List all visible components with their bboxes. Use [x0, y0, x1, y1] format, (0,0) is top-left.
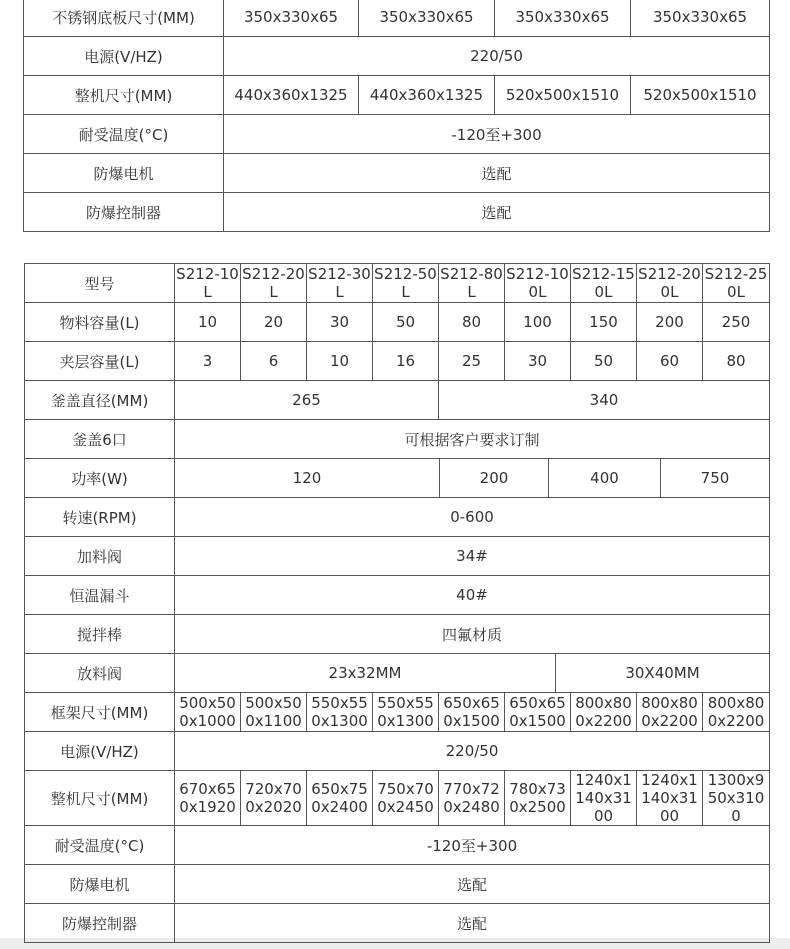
- cell: 770x720x2480: [439, 771, 505, 826]
- row-label: 夹层容量(L): [25, 342, 175, 381]
- table-row: [25, 303, 770, 342]
- cell: 0-600: [175, 498, 770, 537]
- row-label: 功率(W): [25, 459, 175, 498]
- cell: 100: [505, 303, 571, 342]
- row-label: 釜盖6口: [25, 420, 175, 459]
- cell: 550x550x1300: [307, 693, 373, 732]
- cell: 10: [175, 303, 241, 342]
- spec-table-top: [23, 0, 770, 232]
- row-label: 防爆电机: [25, 865, 175, 904]
- table-row: [25, 342, 770, 381]
- cell: 550x550x1300: [373, 693, 439, 732]
- cell: 1240x1140x3100: [571, 771, 637, 826]
- cell: 520x500x1510: [631, 76, 770, 115]
- cell: 650x650x1500: [505, 693, 571, 732]
- discharge-cells: [175, 654, 770, 693]
- cell: 10: [307, 342, 373, 381]
- cell: 选配: [224, 193, 770, 232]
- cell: 四氟材质: [175, 615, 770, 654]
- table-row: [25, 826, 770, 865]
- cell: 780x730x2500: [505, 771, 571, 826]
- table-row: [25, 420, 770, 459]
- cell: 60: [637, 342, 703, 381]
- cell: 选配: [224, 154, 770, 193]
- cell: 250: [703, 303, 770, 342]
- row-label: 加料阀: [25, 537, 175, 576]
- cell: 500x500x1000: [175, 693, 241, 732]
- row-label: 不锈钢底板尺寸(MM): [24, 0, 224, 37]
- model-cell: S212-100L: [506, 265, 569, 301]
- cell: 30: [505, 342, 571, 381]
- cell: 800x800x2200: [571, 693, 637, 732]
- cell: 20: [241, 303, 307, 342]
- row-label: 放料阀: [25, 654, 175, 693]
- cell: 200: [637, 303, 703, 342]
- row-label: 整机尺寸(MM): [24, 76, 224, 115]
- cell: 6: [241, 342, 307, 381]
- row-label: 防爆电机: [24, 154, 224, 193]
- table-row: [25, 904, 770, 943]
- row-label: 整机尺寸(MM): [25, 771, 175, 826]
- model-cell: S212-150L: [572, 265, 635, 301]
- table-row: [24, 76, 770, 115]
- cell: 30X40MM: [625, 664, 700, 682]
- table-row: [24, 193, 770, 232]
- model-cell: S212-20L: [242, 265, 305, 301]
- cell: 25: [439, 342, 505, 381]
- table-row: [24, 115, 770, 154]
- cell: 16: [373, 342, 439, 381]
- cell: 440x360x1325: [224, 76, 359, 115]
- power-cells: [175, 459, 770, 498]
- row-label: 型号: [25, 264, 175, 303]
- table-row: [24, 0, 770, 37]
- cell: 350x330x65: [359, 0, 495, 37]
- model-cell: S212-30L: [308, 265, 371, 301]
- model-cell: S212-200L: [638, 265, 701, 301]
- cell: 34#: [175, 537, 770, 576]
- cell: 80: [439, 303, 505, 342]
- cell: 500x500x1100: [241, 693, 307, 732]
- row-label: 耐受温度(°C): [25, 826, 175, 865]
- cell: 800x800x2200: [703, 693, 770, 732]
- table-row: [25, 865, 770, 904]
- cell: -120至+300: [175, 826, 770, 865]
- table-row: [25, 732, 770, 771]
- cell: 350x330x65: [495, 0, 631, 37]
- model-cell: S212-250L: [703, 264, 770, 303]
- cell: 440x360x1325: [359, 76, 495, 115]
- cell: 220/50: [175, 732, 770, 771]
- cell: 40#: [175, 576, 770, 615]
- cell: 选配: [175, 904, 770, 943]
- table-row-power: [25, 459, 770, 498]
- cell: 1240x1140x3100: [637, 771, 703, 826]
- cell: 30: [307, 303, 373, 342]
- table-row: [25, 381, 770, 420]
- row-label: 框架尺寸(MM): [25, 693, 175, 732]
- cell: 720x700x2020: [241, 771, 307, 826]
- table-row: [24, 37, 770, 76]
- cell: 120: [175, 459, 440, 497]
- row-label: 防爆控制器: [24, 193, 224, 232]
- cell: 750: [700, 469, 730, 487]
- row-label: 转速(RPM): [25, 498, 175, 537]
- row-label: 釜盖直径(MM): [25, 381, 175, 420]
- cell: 520x500x1510: [495, 76, 631, 115]
- table-row-model: [25, 264, 770, 303]
- cell: 750x700x2450: [373, 771, 439, 826]
- spec-table-models: [24, 263, 770, 943]
- table-row: [25, 576, 770, 615]
- cell: 340: [439, 381, 770, 420]
- cell: 350x330x65: [224, 0, 359, 37]
- cell: 3: [175, 342, 241, 381]
- table-row: [25, 693, 770, 732]
- cell: 50: [571, 342, 637, 381]
- cell: 选配: [175, 865, 770, 904]
- row-label: 搅拌棒: [25, 615, 175, 654]
- cell: 650x750x2400: [307, 771, 373, 826]
- cell: 1300x950x3100: [703, 771, 770, 826]
- cell: 200: [440, 459, 549, 497]
- row-label: 耐受温度(°C): [24, 115, 224, 154]
- table-row: [25, 771, 770, 826]
- cell: 670x650x1920: [175, 771, 241, 826]
- cell: 80: [703, 342, 770, 381]
- model-cell: S212-10L: [176, 265, 239, 301]
- cell: -120至+300: [224, 115, 770, 154]
- table-row: [25, 615, 770, 654]
- cell: 可根据客户要求订制: [175, 420, 770, 459]
- row-label: 电源(V/HZ): [24, 37, 224, 76]
- cell: 150: [571, 303, 637, 342]
- cell: 23x32MM: [175, 654, 556, 692]
- model-cell: S212-80L: [440, 265, 503, 301]
- table-row: [25, 537, 770, 576]
- row-label: 恒温漏斗: [25, 576, 175, 615]
- cell: 650x650x1500: [439, 693, 505, 732]
- row-label: 防爆控制器: [25, 904, 175, 943]
- cell: 50: [373, 303, 439, 342]
- row-label: 电源(V/HZ): [25, 732, 175, 771]
- row-label: 物料容量(L): [25, 303, 175, 342]
- model-cell: S212-50L: [374, 265, 437, 301]
- table-row: [24, 154, 770, 193]
- cell: 350x330x65: [631, 0, 770, 37]
- cell: 400: [549, 459, 661, 497]
- cell: 265: [175, 381, 439, 420]
- cell: 800x800x2200: [637, 693, 703, 732]
- table-row-discharge: [25, 654, 770, 693]
- cell: 220/50: [224, 37, 770, 76]
- table-row: [25, 498, 770, 537]
